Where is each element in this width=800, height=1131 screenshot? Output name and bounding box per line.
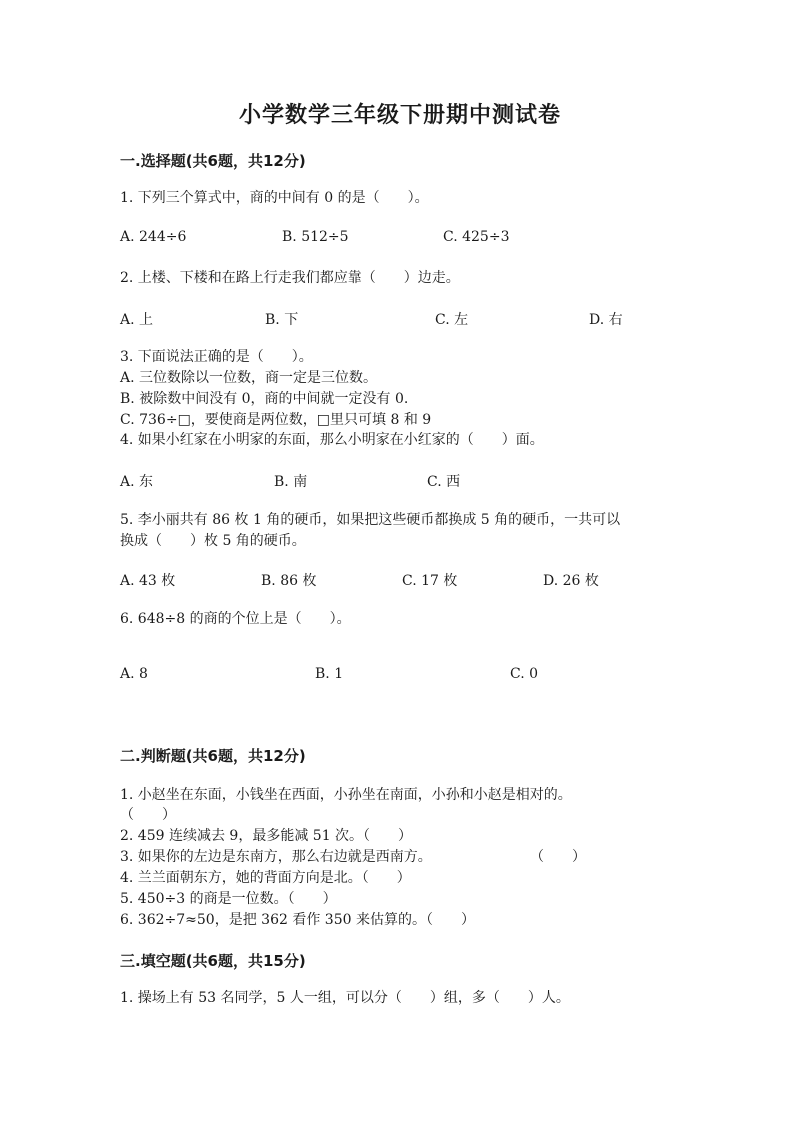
q2-option-d: D. 右: [589, 312, 623, 328]
q1-option-a: A. 244÷6: [120, 229, 187, 245]
page-title: 小学数学三年级下册期中测试卷: [238, 103, 561, 128]
q3-option-b: B. 被除数中间没有 0，商的中间就一定没有 0.: [120, 391, 409, 407]
judge-item-4: 4. 兰兰面朝东方，她的背面方向是北。（ ）: [120, 870, 411, 886]
q2-option-a: A. 上: [120, 312, 154, 328]
judge-item-6: 6. 362÷7≈50，是把 362 看作 350 来估算的。（ ）: [120, 912, 475, 928]
q3-option-a: A. 三位数除以一位数，商一定是三位数。: [120, 370, 378, 386]
section-heading-fill: 三.填空题(共6题，共15分): [120, 952, 306, 970]
q6-option-b: B. 1: [315, 666, 344, 682]
q1-option-c: C. 425÷3: [443, 229, 510, 245]
section-heading-judge: 二.判断题(共6题，共12分): [120, 747, 306, 765]
judge-item-1: 1. 小赵坐在东面，小钱坐在西面，小孙坐在南面，小孙和小赵是相对的。: [120, 787, 572, 803]
q3-option-c: C. 736÷□，要使商是两位数，□里只可填 8 和 9: [120, 412, 432, 428]
q1-option-b: B. 512÷5: [282, 229, 349, 245]
section-heading-choice: 一.选择题(共6题，共12分): [120, 152, 306, 170]
question-5-line-1: 5. 李小丽共有 86 枚 1 角的硬币，如果把这些硬币都换成 5 角的硬币，一共可以: [120, 512, 621, 528]
judge-item-1-bracket: （ ）: [120, 807, 176, 823]
question-6: 6. 648÷8 的商的个位上是（ ）。: [120, 611, 351, 627]
question-2: 2. 上楼、下楼和在路上行走我们都应靠（ ）边走。: [120, 270, 460, 286]
q5-option-a: A. 43 枚: [120, 573, 176, 589]
q2-option-b: B. 下: [265, 312, 299, 328]
judge-item-3-bracket: （ ）: [530, 849, 586, 865]
q4-option-b: B. 南: [274, 474, 308, 490]
q4-option-a: A. 东: [120, 474, 154, 490]
question-3: 3. 下面说法正确的是（ ）。: [120, 349, 313, 365]
q2-option-c: C. 左: [435, 312, 469, 328]
judge-item-3: 3. 如果你的左边是东南方，那么右边就是西南方。: [120, 849, 432, 865]
q6-option-c: C. 0: [510, 666, 539, 682]
judge-item-5: 5. 450÷3 的商是一位数。（ ）: [120, 891, 337, 907]
q5-option-d: D. 26 枚: [543, 573, 599, 589]
q6-option-a: A. 8: [120, 666, 148, 682]
q4-option-c: C. 西: [427, 474, 461, 490]
fill-item-1: 1. 操场上有 53 名同学，5 人一组，可以分（ ）组，多（ ）人。: [120, 990, 570, 1006]
q5-option-b: B. 86 枚: [261, 573, 317, 589]
q5-option-c: C. 17 枚: [402, 573, 458, 589]
question-5-line-2: 换成（ ）枚 5 角的硬币。: [120, 533, 306, 549]
question-1: 1. 下列三个算式中，商的中间有 0 的是（ ）。: [120, 190, 429, 206]
question-4: 4. 如果小红家在小明家的东面，那么小明家在小红家的（ ）面。: [120, 432, 544, 448]
judge-item-2: 2. 459 连续减去 9，最多能减 51 次。（ ）: [120, 828, 413, 844]
